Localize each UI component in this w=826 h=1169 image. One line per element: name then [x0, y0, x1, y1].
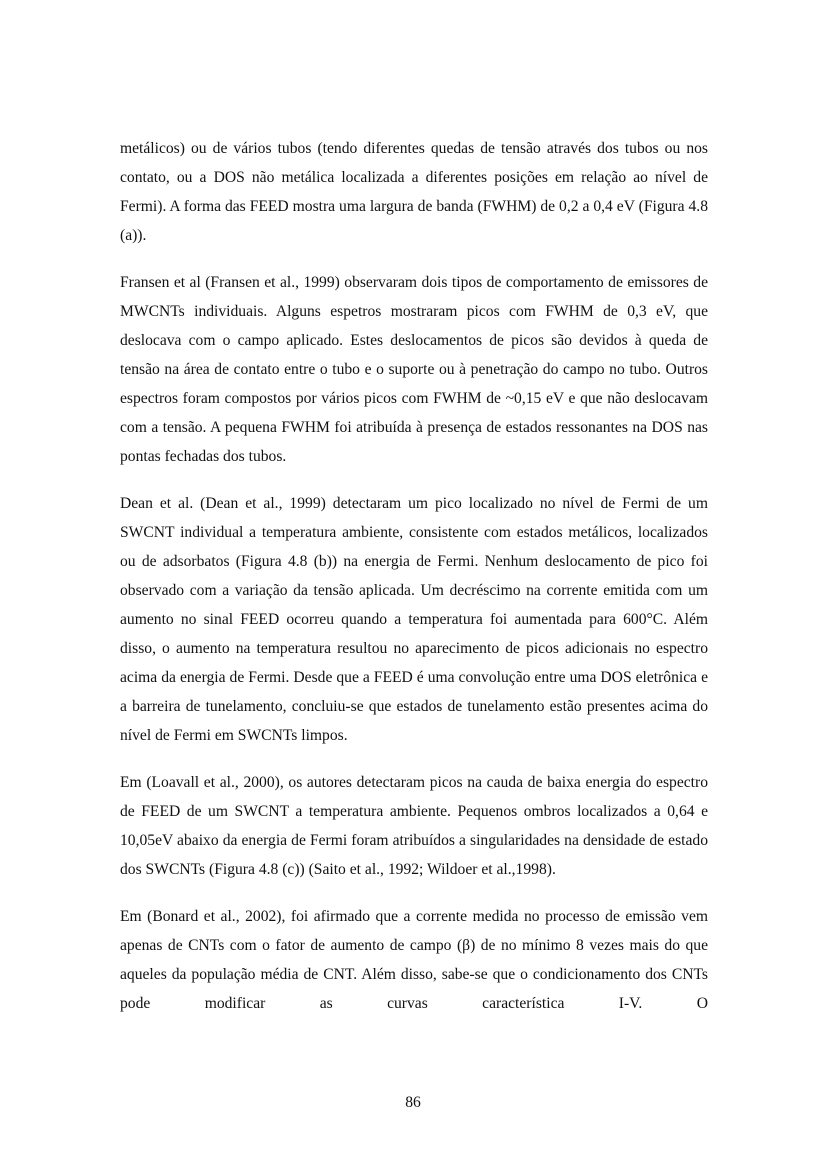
body-text	[120, 134, 708, 1018]
paragraph-1: metálicos) ou de vários tubos (tendo diferentes quedas de tensão através dos tubos ou nos contato, ou a DOS não metálica localizada a diferentes posições em relação ao nível de Fermi). A forma das FEED mostra uma largura de banda (FWHM) de 0,2 a 0,4 eV (Figura 4.8 (a)).	[120, 140, 708, 244]
paragraph-4: Em (Loavall et al., 2000), os autores detectaram picos na cauda de baixa energia do espectro de FEED de um SWCNT a temperatura ambiente. Pequenos ombros localizados a 0,64 e 10,05eV abaixo da energia de Fermi foram atribuídos a singularidades na densidade de estado dos SWCNTs (Figura 4.8 (c)) (Saito et al., 1992; Wildoer et al.,1998).	[120, 774, 708, 878]
paragraph-3: Dean et al. (Dean et al., 1999) detectaram um pico localizado no nível de Fermi de um SWCNT individual a temperatura ambiente, consistente com estados metálicos, localizados ou de adsorbatos (Figura 4.8 (b)) na energia de Fermi. Nenhum deslocamento de pico foi observado com a variação da tensão aplicada. Um decréscimo na corrente emitida com um aumento no sinal FEED ocorreu quando a temperatura foi aumentada para 600°C. Além disso, o aumento na temperatura resultou no aparecimento de picos adicionais no espectro acima da energia de Fermi. Desde que a FEED é uma convolução entre uma DOS eletrônica e a barreira de tunelamento, concluiu-se que estados de tunelamento estão presentes acima do nível de Fermi em SWCNTs limpos.	[120, 495, 708, 744]
paragraph-5: Em (Bonard et al., 2002), foi afirmado que a corrente medida no processo de emissão vem apenas de CNTs com o fator de aumento de campo (β) de no mínimo 8 vezes mais do que aqueles da população média de CNT. Além disso, sabe-se que o condicionamento dos CNTs pode modificar as curvas característica I-V. O	[120, 908, 708, 1012]
paragraph-2: Fransen et al (Fransen et al., 1999) observaram dois tipos de comportamento de emissores de MWCNTs individuais. Alguns espetros mostraram picos com FWHM de 0,3 eV, que deslocava com o campo aplicado. Estes deslocamentos de picos são devidos à queda de tensão na área de contato entre o tubo e o suporte ou à penetração do campo no tubo. Outros espectros foram compostos por vários picos com FWHM de ~0,15 eV e que não deslocavam com a tensão. A pequena FWHM foi atribuída à presença de estados ressonantes na DOS nas pontas fechadas dos tubos.	[120, 274, 708, 465]
page-number: 86	[405, 1094, 421, 1111]
